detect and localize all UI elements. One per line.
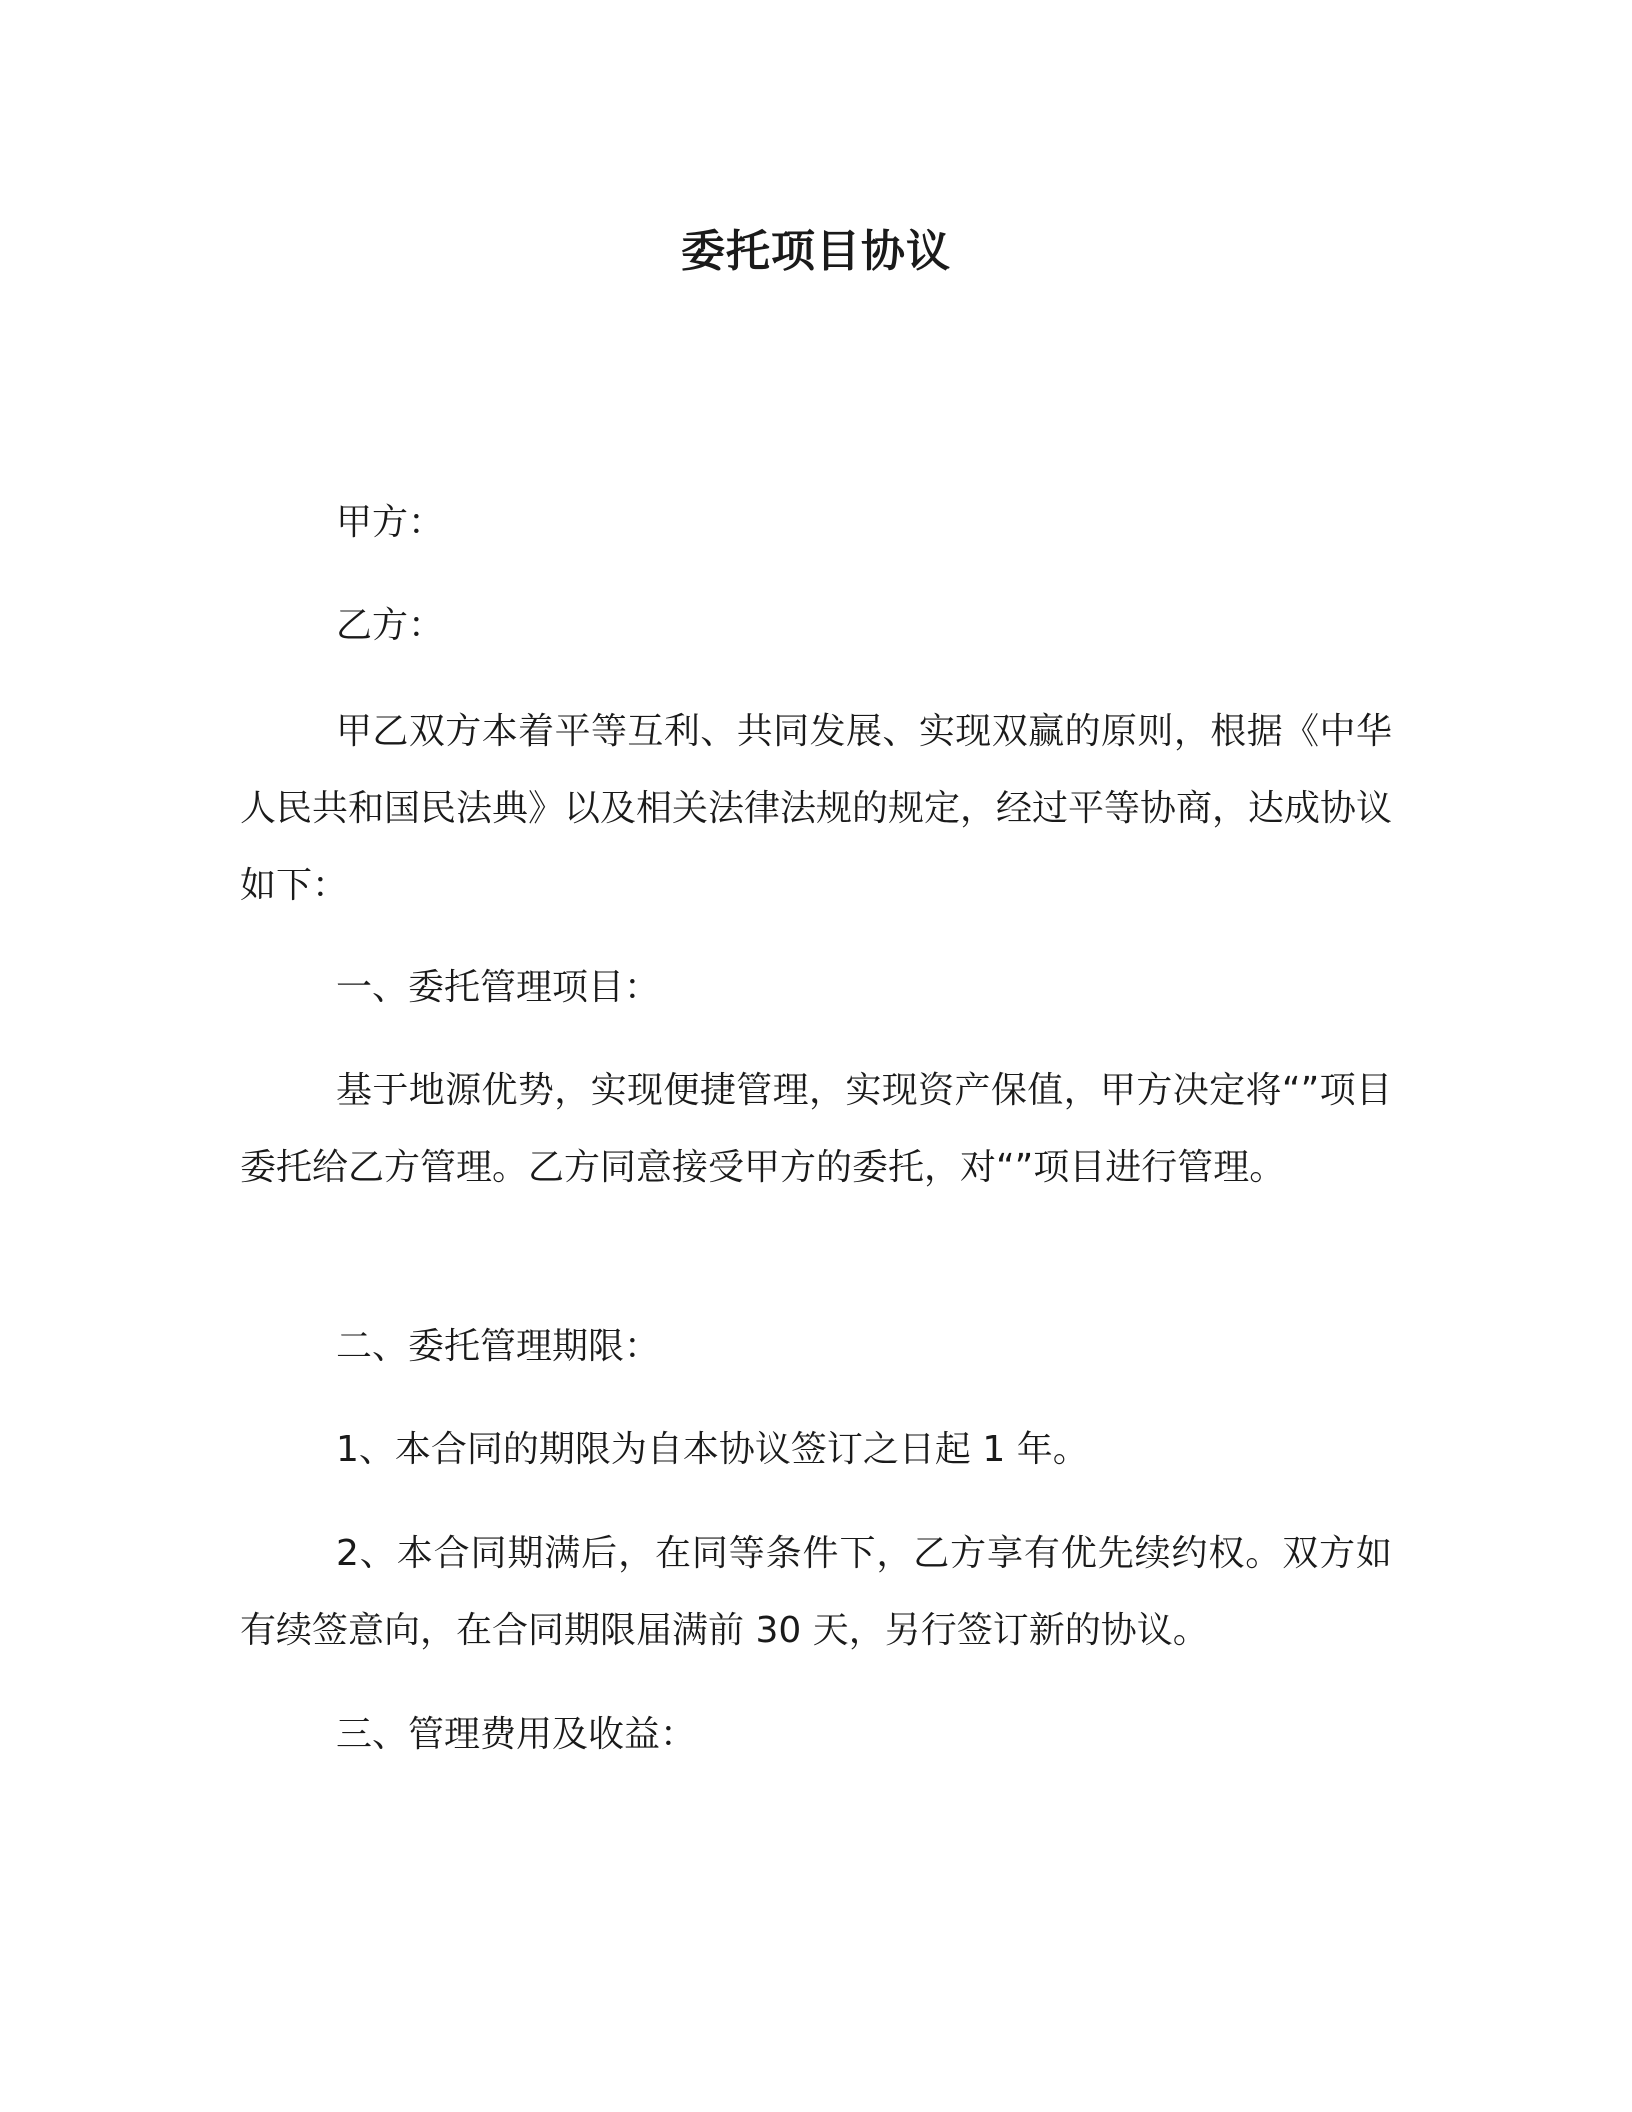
section-3-heading: 三、管理费用及收益： xyxy=(336,1714,697,1755)
party-b-label: 乙方： xyxy=(336,605,445,646)
section-2-item-2: 2、本合同期满后，在同等条件下，乙方享有优先续约权。双方如有续签意向，在合同期限届满前 30 天，另行签订新的协议。 xyxy=(240,1533,1392,1651)
section-2-heading: 二、委托管理期限： xyxy=(336,1326,661,1367)
section-1-paragraph: 基于地源优势，实现便捷管理，实现资产保值，甲方决定将“”项目委托给乙方管理。乙方同意接受甲方的委托，对“”项目进行管理。 xyxy=(240,1070,1392,1188)
preamble-paragraph: 甲乙双方本着平等互利、共同发展、实现双赢的原则，根据《中华人民共和国民法典》以及相关法律法规的规定，经过平等协商，达成协议如下： xyxy=(240,711,1393,906)
section-2-item-1: 1、本合同的期限为自本协议签订之日起 1 年。 xyxy=(336,1429,1089,1470)
party-a-label: 甲方： xyxy=(336,502,445,543)
section-1-heading: 一、委托管理项目： xyxy=(336,967,661,1008)
document-title: 委托项目协议 xyxy=(681,226,951,277)
